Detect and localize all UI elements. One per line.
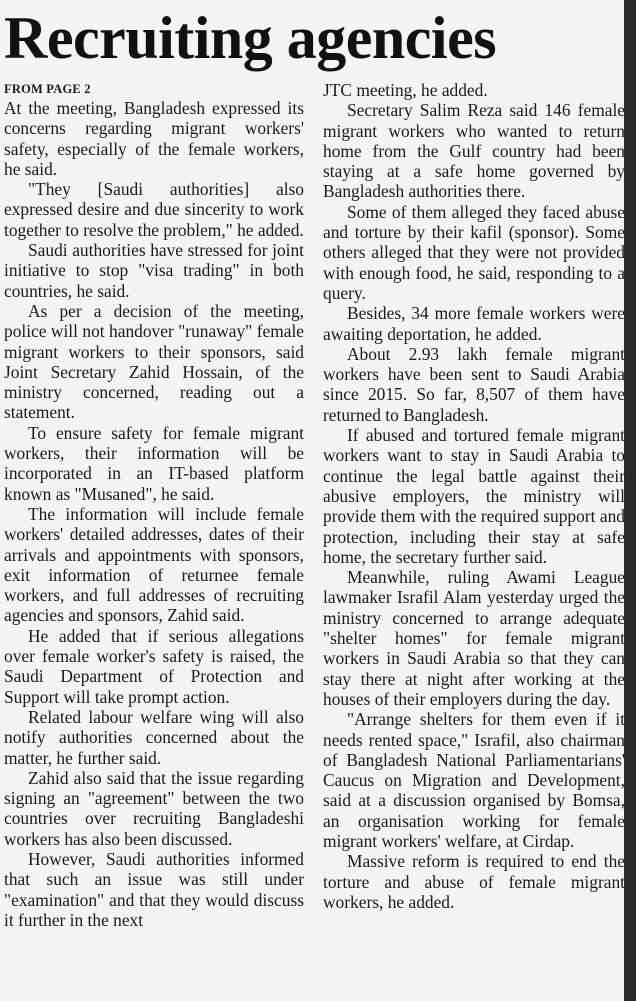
- paragraph: Massive reform is required to end the torture and abuse of female migrant workers, he added.: [323, 851, 625, 912]
- headline: Recruiting agencies: [4, 5, 497, 71]
- paragraph: Meanwhile, ruling Awami League lawmaker Israfil Alam yesterday urged the ministry concerned to arrange adequate "shelter homes" for female migrant workers in Saudi Arabia so that they can stay there at night after working at the houses of their employers during the day.: [323, 567, 625, 709]
- paragraph: However, Saudi authorities informed that such an issue was still under "examination" and that they would discuss it further in the next: [4, 848, 304, 930]
- paragraph: Related labour welfare wing will also notify authorities concerned about the matter, he further said.: [4, 706, 304, 768]
- paragraph: Some of them alleged they faced abuse and torture by their kafil (sponsor). Some others alleged that they were not provided with enough food, he said, responding to a query.: [323, 201, 625, 303]
- left-column: [4, 80, 304, 930]
- paragraph: If abused and tortured female migrant workers want to stay in Saudi Arabia to continue the legal battle against their abusive employers, the ministry will provide them with the required support and protection, including their stay at safe home, the secretary further said.: [323, 425, 625, 567]
- paragraph: "Arrange shelters for them even if it needs rented space," Israfil, also chairman of Bangladesh National Parliamentarians' Caucus on Migration and Development, said at a discussion organised by Bomsa, an organisation working for female migrant workers' welfare, at Cirdap.: [323, 709, 625, 851]
- paragraph: To ensure safety for female migrant workers, their information will be incorporated in an IT-based platform known as "Musaned", he said.: [4, 422, 304, 504]
- page-edge-bar: [624, 0, 636, 1001]
- paragraph: He added that if serious allegations over female worker's safety is raised, the Saudi Department of Protection and Support will take prompt action.: [4, 625, 304, 707]
- paragraph: The information will include female workers' detailed addresses, dates of their arrivals and appointments with sponsors, exit information of returnee female workers, and full addresses of recruiting agencies and sponsors, Zahid said.: [4, 503, 304, 626]
- right-column: [323, 80, 625, 912]
- paragraph: As per a decision of the meeting, police will not handover "runaway" female migrant workers to their sponsors, said Joint Secretary Zahid Hossain, of the ministry concerned, reading out a statement.: [4, 300, 304, 423]
- paragraph: At the meeting, Bangladesh expressed its concerns regarding migrant workers' safety, especially of the female workers, he said.: [4, 98, 304, 179]
- paragraph-continuation: JTC meeting, he added.: [323, 80, 488, 100]
- paragraph: Saudi authorities have stressed for joint initiative to stop "visa trading" in both countries, he said.: [4, 240, 304, 301]
- paragraph: Zahid also said that the issue regarding signing an "agreement" between the two countries over recruiting Bangladeshi workers has also been discussed.: [4, 767, 304, 849]
- paragraph: Secretary Salim Reza said 146 female migrant workers who wanted to return home from the Gulf country had been staying at a safe home governed by Bangladesh authorities there.: [323, 100, 625, 202]
- paragraph: Besides, 34 more female workers were awaiting deportation, he added.: [323, 303, 625, 344]
- paragraph: About 2.93 lakh female migrant workers have been sent to Saudi Arabia since 2015. So far, 8,507 of them have returned to Bangladesh.: [323, 343, 625, 425]
- jump-line: FROM PAGE 2: [4, 82, 91, 96]
- paragraph: "They [Saudi authorities] also expressed desire and due sincerity to work together to resolve the problem," he added.: [4, 179, 304, 240]
